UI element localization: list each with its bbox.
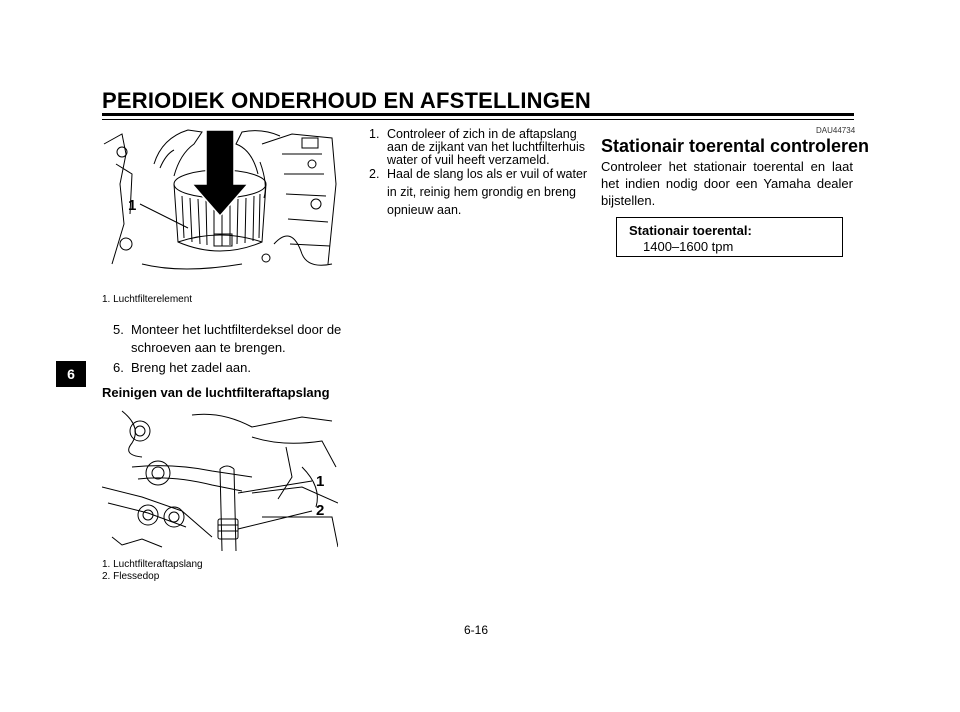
step-5-line-2: schroeven aan te brengen. [131,340,286,355]
document-code: DAU44734 [816,126,856,135]
step-5-line-1: Monteer het luchtfilterdeksel door de [131,322,342,337]
figure2-callout-1: 1 [316,473,325,490]
header-rule-thin [102,119,854,120]
step-1-line-2: aan de zijkant van het luchtfilterhuis [387,140,586,154]
air-filter-illustration [102,124,338,274]
step-1-number: 1. [369,127,380,141]
spec-value: 1400–1600 tpm [643,239,734,254]
figure1-callout-1: 1 [128,197,137,214]
figure2-callout-2: 2 [316,502,325,519]
chapter-tab: 6 [56,361,86,387]
figure2-caption-2: 2. Flessedop [102,571,160,582]
step-1-line-1: Controleer of zich in de aftapslang [387,127,577,141]
spec-box [616,217,843,257]
step-6-number: 6. [113,360,124,375]
step-2-number: 2. [369,167,380,181]
section-title: Stationair toerental controleren [601,136,870,156]
step-2-line-2: in zit, reinig hem grondig en breng [387,185,577,199]
step-6-line-1: Breng het zadel aan. [131,360,251,375]
step-1-line-3: water of vuil heeft verzameld. [387,153,550,167]
page-header-title: PERIODIEK ONDERHOUD EN AFSTELLINGEN [102,88,591,113]
subsection-heading: Reinigen van de luchtfilteraftapslang [102,385,330,400]
step-2-line-1: Haal de slang los als er vuil of water [387,167,588,181]
header-rule [102,113,854,116]
section-body: Controleer het stationair toerental en laat het indien nodig door een Yamaha dealer bijstellen. [601,159,853,208]
air-filter-drawing [102,124,338,274]
step-2-line-3: opnieuw aan. [387,203,462,217]
spec-label: Stationair toerental: [629,223,752,238]
figure2-caption-1: 1. Luchtfilteraftapslang [102,559,203,570]
drain-hose-drawing [102,407,338,553]
drain-hose-illustration [102,407,338,553]
page-number: 6-16 [464,623,489,637]
figure1-caption: 1. Luchtfilterelement [102,294,193,305]
step-5-number: 5. [113,322,124,337]
